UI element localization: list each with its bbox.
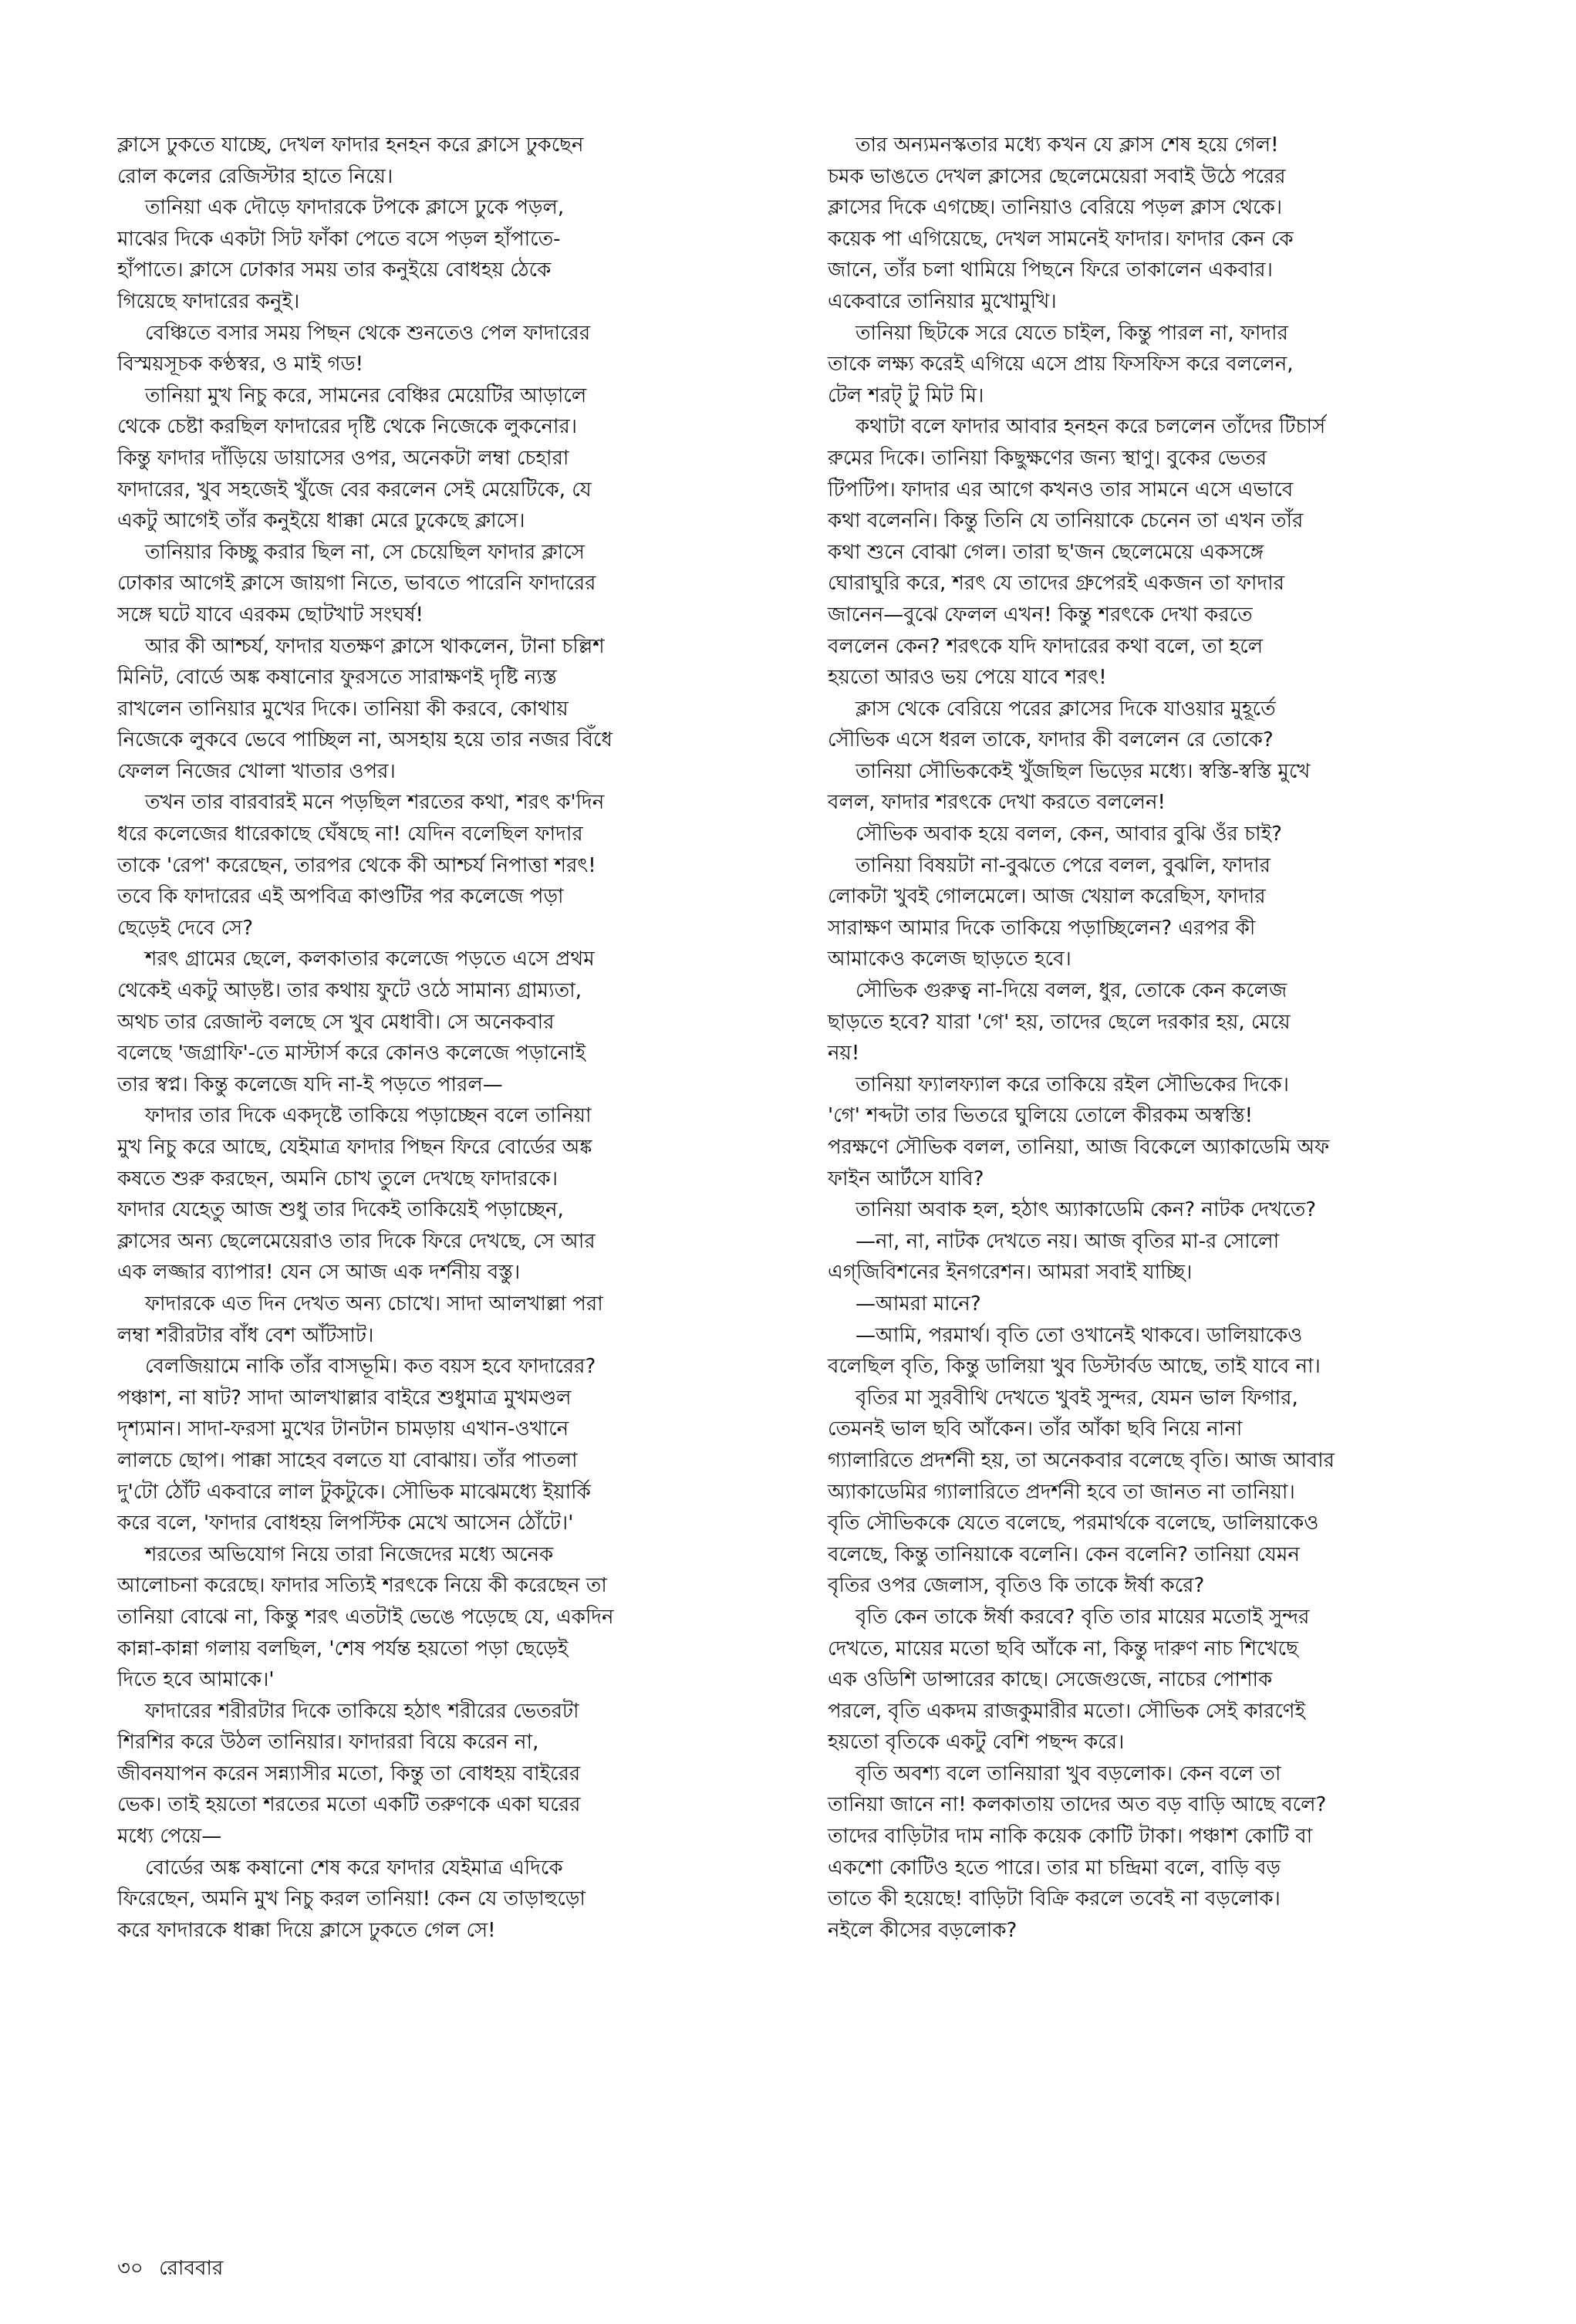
text-line: নিজেকে লুকবে ভেবে পাচ্ছিল না, অসহায় হয়ে তার নজর বিঁধে (117, 728, 613, 752)
text-line: ফাইন আর্টসে যাবি? (828, 1167, 984, 1191)
text-line: কান্না-কান্না গলায় বলছিল, 'শেষ পর্যন্ত হয়তো পড়া ছেড়েই (117, 1637, 569, 1660)
paragraph (828, 318, 1491, 412)
text-line: পরক্ষণে সৌভিক বলল, তানিয়া, আজ বিকেলে অ্যাকাডেমি অফ (828, 1136, 1330, 1159)
text-line: ধরে কলেজের ধারেকাছে ঘেঁষছে না! যেদিন বলেছিল ফাদার (117, 823, 583, 846)
text-line: ছেড়েই দেবে সে? (117, 916, 254, 940)
text-line: তাকে লক্ষ্য করেই এগিয়ে এসে প্রায় ফিসফিস করে বললেন, (828, 353, 1294, 377)
text-line: নয়! (828, 1042, 860, 1066)
text-line: এক ওডিশি ডান্সারের কাছে। সেজেগুজে, নাচের পোশাক (828, 1668, 1273, 1692)
text-line: কথা শুনে বোঝা গেল। তারা ছ'জন ছেলেমেয়ে একসঙ্গে (828, 540, 1264, 564)
text-line: বলল, ফাদার শরৎকে দেখা করতে বললেন! (828, 791, 1166, 815)
text-line: কথা বলেননি। কিন্তু তিনি যে তানিয়াকে চেনেন তা এখন তাঁর (828, 509, 1304, 533)
text-line: মাঝের দিকে একটা সিট ফাঁকা পেতে বসে পড়ল হাঁপাতে- (117, 227, 561, 251)
text-line: —না, না, নাটক দেখতে নয়। আজ বৃতির মা-র সোলো (855, 1229, 1280, 1253)
paragraph (828, 819, 1491, 850)
text-line: গিয়েছে ফাদারের কনুই। (117, 289, 300, 313)
text-line: তানিয়া বোঝে না, কিন্তু শরৎ এতটাই ভেঙে পড়েছে যে, একদিন (117, 1605, 614, 1629)
text-line: হয়তো আরও ভয় পেয়ে যাবে শরৎ! (828, 666, 1107, 690)
text-line: বেলজিয়ামে নাকি তাঁর বাসভূমি। কত বয়স হবে ফাদারের? (145, 1355, 596, 1379)
text-line: ক্লাসের দিকে এগচ্ছে। তানিয়াও বেরিয়ে পড়ল ক্লাস থেকে। (828, 196, 1283, 220)
paragraph (117, 380, 781, 537)
paragraph (117, 787, 781, 944)
text-line: ফাদারের শরীরটার দিকে তাকিয়ে হঠাৎ শরীরের ভেতরটা (145, 1699, 579, 1723)
paragraph (117, 1853, 781, 1947)
text-line: একেবারে তানিয়ার মুখোমুখি। (828, 289, 1057, 313)
text-line: বৃতির মা সুরবীথি দেখতে খুবই সুন্দর, যেমন ভাল ফিগার, (855, 1386, 1298, 1410)
text-line: এগ্‌জিবিশনের ইনগরেশন। আমরা সবাই যাচ্ছি। (828, 1261, 1193, 1285)
text-line: 'গে' শব্দটা তার ভিতরে ঘুলিয়ে তোলে কীরকম অস্বস্তি! (828, 1104, 1254, 1128)
text-line: তানিয়া বিষয়টা না-বুঝতে পেরে বলল, বুঝলি, ফাদার (855, 853, 1271, 877)
text-line: তবে কি ফাদারের এই অপবিত্র কাণ্ডটির পর কলেজে পড়া (117, 885, 564, 909)
text-line: হাঁপাতে। ক্লাসে ঢোকার সময় তার কনুইয়ে বোধহয় ঠেকে (117, 258, 552, 282)
text-line: আর কী আশ্চর্য, ফাদার যতক্ষণ ক্লাসে থাকলেন, টানা চল্লিশ (145, 634, 605, 658)
paragraph (828, 694, 1491, 756)
paragraph (828, 975, 1491, 1069)
text-line: করে বলে, 'ফাদার বোধহয় লিপস্টিক মেখে আসেন ঠোঁটে।' (117, 1512, 574, 1535)
paragraph (117, 1100, 781, 1289)
paragraph (117, 1539, 781, 1696)
paragraph (117, 944, 781, 1100)
text-line: কিন্তু ফাদার দাঁড়িয়ে ডায়াসের ওপর, অনেকটা লম্বা চেহারা (117, 446, 569, 470)
paragraph (828, 1383, 1491, 1602)
paragraph (117, 1351, 781, 1539)
paragraph (828, 1320, 1491, 1383)
text-line: আমাকেও কলেজ ছাড়তে হবে। (828, 948, 1071, 971)
text-line: তাদের বাড়িটার দাম নাকি কয়েক কোটি টাকা। পঞ্চাশ কোটি বা (828, 1825, 1313, 1849)
paragraph (117, 1289, 781, 1351)
text-line: তানিয়া এক দৌড়ে ফাদারকে টপকে ক্লাসে ঢুকে পড়ল, (145, 196, 565, 220)
text-line: সৌভিক গুরুত্ব না-দিয়ে বলল, ধুর, তোকে কেন কলেজ (855, 979, 1287, 1003)
text-line: জীবনযাপন করেন সন্ন্যাসীর মতো, কিন্তু তা বোধহয় বাইরের (117, 1762, 581, 1785)
text-line: তার স্বপ্ন। কিন্তু কলেজে যদি না-ই পড়তে পারল— (117, 1072, 503, 1096)
text-line: একশো কোটিও হতে পারে। তার মা চন্দ্রিমা বলে, বাড়ি বড় (828, 1856, 1281, 1880)
paragraph (828, 756, 1491, 819)
text-line: ঘোরাঘুরি করে, শরৎ যে তাদের গ্রুপেরই একজন তা ফাদার (828, 572, 1284, 596)
text-line: তাতে কী হয়েছে! বাড়িটা বিক্রি করলে তবেই না বড়লোক। (828, 1887, 1281, 1911)
text-line: শরতের অভিযোগ নিয়ে তারা নিজেদের মধ্যে অনেক (145, 1542, 554, 1566)
text-line: নইলে কীসের বড়লোক? (828, 1918, 1017, 1942)
text-line: দৃশ্যমান। সাদা-ফরসা মুখের টানটান চামড়ায় এখান-ওখানে (117, 1417, 569, 1441)
text-line: রোল কলের রেজিস্টার হাতে নিয়ে। (117, 164, 393, 188)
text-line: বলেছে 'জগ্রাফি'-তে মাস্টার্স করে কোনও কলেজে পড়ানোই (117, 1042, 586, 1066)
text-line: তানিয়া মুখ নিচু করে, সামনের বেঞ্চির মেয়েটির আড়ালে (145, 383, 587, 407)
text-line: করে ফাদারকে ধাক্কা দিয়ে ক্লাসে ঢুকতে গেল সে! (117, 1918, 496, 1942)
text-line: ফাদার যেহেতু আজ শুধু তার দিকেই তাকিয়েই পড়াচ্ছেন, (117, 1198, 564, 1222)
text-line: সঙ্গে ঘটে যাবে এরকম ছোটখাট সংঘর্ষ! (117, 603, 424, 627)
text-line: পরলে, বৃতি একদম রাজকুমারীর মতো। সৌভিক সেই কারণেই (828, 1699, 1306, 1723)
text-line: জানে, তাঁর চলা থামিয়ে পিছনে ফিরে তাকালেন একবার। (828, 258, 1273, 282)
page-number: ৩০ (117, 2257, 143, 2280)
text-line: মিনিট, বোর্ডে অঙ্ক কষানোর ফুরসতে সারাক্ষণই দৃষ্টি ন্যস্ত (117, 666, 557, 690)
text-line: শরৎ গ্রামের ছেলে, কলকাতার কলেজে পড়তে এসে প্রথম (145, 948, 595, 971)
text-line: তানিয়া ছিটকে সরে যেতে চাইল, কিন্তু পারল না, ফাদার (855, 321, 1288, 345)
text-line: অথচ তার রেজাল্ট বলছে সে খুব মেধাবী। সে অনেকবার (117, 1010, 555, 1034)
text-line: বোর্ডের অঙ্ক কষানো শেষ করে ফাদার যেইমাত্র এদিকে (145, 1856, 563, 1880)
text-line: বেঞ্চিতে বসার সময় পিছন থেকে শুনতেও পেল ফাদারের (145, 321, 591, 345)
text-line: বৃতি সৌভিককে যেতে বলেছে, পরমার্থকে বলেছে, ডালিয়াকেও (828, 1512, 1319, 1535)
right-text-column (828, 130, 1491, 1946)
text-line: বৃতির ওপর জেলাস, বৃতিও কি তাকে ঈর্ষা করে? (828, 1574, 1205, 1598)
text-line: —আমরা মানে? (855, 1292, 981, 1316)
text-line: —আমি, পরমার্থ। বৃতি তো ওখানেই থাকবে। ডালিয়াকেও (855, 1323, 1303, 1347)
text-line: ফাদারের, খুব সহজেই খুঁজে বের করলেন সেই মেয়েটিকে, যে (117, 478, 592, 502)
text-line: ক্লাসে ঢুকতে যাচ্ছে, দেখল ফাদার হনহন করে ক্লাসে ঢুকছেন (117, 133, 584, 157)
text-line: ক্লাস থেকে বেরিয়ে পরের ক্লাসের দিকে যাওয়ার মুহূর্তে (855, 697, 1276, 721)
text-line: তাকে 'রেপ' করেছেন, তারপর থেকে কী আশ্চর্য নিপাত্তা শরৎ! (117, 853, 596, 877)
text-line: অ্যাকাডেমির গ্যালারিতে প্রদর্শনী হবে তা জানত না তানিয়া। (828, 1480, 1295, 1504)
paragraph (828, 1069, 1491, 1194)
text-line: সৌভিক এসে ধরল তাকে, ফাদার কী বললেন রে তোকে? (828, 728, 1274, 752)
text-line: লম্বা শরীরটার বাঁধ বেশ আঁটসাট। (117, 1323, 374, 1347)
paragraph (828, 1602, 1491, 1758)
text-line: জানেন—বুঝে ফেলল এখন! কিন্তু শরৎকে দেখা করতে (828, 603, 1253, 627)
text-line: বলেছে, কিন্তু তানিয়াকে বলেনি। কেন বলেনি? তানিয়া যেমন (828, 1542, 1300, 1566)
text-line: কষতে শুরু করছেন, অমনি চোখ তুলে দেখছে ফাদারকে। (117, 1167, 559, 1191)
paragraph (828, 130, 1491, 318)
text-line: কথাটা বলে ফাদার আবার হনহন করে চললেন তাঁদের টিচার্স (855, 415, 1326, 439)
text-line: গ্যালারিতে প্রদর্শনী হয়, তা অনেকবার বলেছে বৃতি। আজ আবার (828, 1448, 1335, 1472)
text-line: দেখতে, মায়ের মতো ছবি আঁকে না, কিন্তু দারুণ নাচ শিখেছে (828, 1637, 1298, 1660)
text-line: দু'টো ঠোঁট একবারে লাল টুকটুকে। সৌভিক মাঝেমধ্যে ইয়ার্কি (117, 1480, 591, 1504)
text-line: থেকে চেষ্টা করছিল ফাদারের দৃষ্টি থেকে নিজেকে লুকনোর। (117, 415, 578, 439)
text-line: মধ্যে পেয়ে— (117, 1825, 222, 1849)
paragraph (117, 318, 781, 380)
paragraph (117, 631, 781, 788)
text-line: রাখলেন তানিয়ার মুখের দিকে। তানিয়া কী করবে, কোথায় (117, 697, 569, 721)
text-line: তানিয়া ফ্যালফ্যাল করে তাকিয়ে রইল সৌভিকের দিকে। (855, 1072, 1289, 1096)
text-line: ফাদারকে এত দিন দেখত অন্য চোখে। সাদা আলখাল্লা পরা (145, 1292, 603, 1316)
text-line: ফিরেছেন, অমনি মুখ নিচু করল তানিয়া! কেন যে তাড়াহুড়ো (117, 1887, 586, 1911)
left-text-column (117, 130, 781, 1946)
text-line: হয়তো বৃতিকে একটু বেশি পছন্দ করে। (828, 1731, 1125, 1755)
page-footer (117, 2253, 223, 2284)
text-line: শিরশির করে উঠল তানিয়ার। ফাদাররা বিয়ে করেন না, (117, 1731, 539, 1755)
paragraph (828, 1226, 1491, 1289)
text-line: মুখ নিচু করে আছে, যেইমাত্র ফাদার পিছন ফিরে বোর্ডের অঙ্ক (117, 1136, 592, 1159)
paragraph (828, 1194, 1491, 1226)
text-line: তানিয়া সৌভিককেই খুঁজছিল ভিড়ের মধ্যে। স্বস্তি-স্বস্তি মুখে (855, 759, 1311, 783)
text-line: সারাক্ষণ আমার দিকে তাকিয়ে পড়াচ্ছিলেন? এরপর কী (828, 916, 1256, 940)
paragraph (828, 411, 1491, 693)
text-line: তানিয়া জানে না! কলকাতায় তাদের অত বড় বাড়ি আছে বলে? (828, 1793, 1327, 1817)
text-line: এক লজ্জার ব্যাপার! যেন সে আজ এক দর্শনীয় বস্তু। (117, 1261, 521, 1285)
text-line: ক্লাসের অন্য ছেলেমেয়েরাও তার দিকে ফিরে দেখছে, সে আর (117, 1229, 596, 1253)
text-line: ভেক। তাই হয়তো শরতের মতো একটি তরুণকে একা ঘরের (117, 1793, 581, 1817)
paragraph (117, 192, 781, 317)
text-line: টিপটিপ। ফাদার এর আগে কখনও তার সামনে এসে এভাবে (828, 478, 1294, 502)
paragraph (828, 1758, 1491, 1947)
text-line: আলোচনা করেছে। ফাদার সত্যিই শরৎকে নিয়ে কী করেছেন তা (117, 1574, 607, 1598)
text-line: তার অন্যমনস্কতার মধ্যে কখন যে ক্লাস শেষ হয়ে গেল! (855, 133, 1279, 157)
text-line: চমক ভাঙতে দেখল ক্লাসের ছেলেমেয়েরা সবাই উঠে পরের (828, 164, 1286, 188)
paragraph (117, 1696, 781, 1853)
text-line: তানিয়ার কিচ্ছু করার ছিল না, সে চেয়েছিল ফাদার ক্লাসে (145, 540, 585, 564)
text-line: কয়েক পা এগিয়েছে, দেখল সামনেই ফাদার। ফাদার কেন কে (828, 227, 1294, 251)
text-line: রুমের দিকে। তানিয়া কিছুক্ষণের জন্য স্থাণু। বুকের ভেতর (828, 446, 1267, 470)
text-line: লালচে ছোপ। পাক্কা সাহেব বলতে যা বোঝায়। তাঁর পাতলা (117, 1448, 578, 1472)
text-line: বৃতি কেন তাকে ঈর্ষা করবে? বৃতি তার মায়ের মতোই সুন্দর (855, 1605, 1310, 1629)
text-line: লোকটা খুবই গোলমেলে। আজ খেয়াল করেছিস, ফাদার (828, 885, 1266, 909)
text-line: তেমনই ভাল ছবি আঁকেন। তাঁর আঁকা ছবি নিয়ে নানা (828, 1417, 1243, 1441)
text-line: ছাড়তে হবে? যারা 'গে' হয়, তাদের ছেলে দরকার হয়, মেয়ে (828, 1010, 1291, 1034)
text-line: ফাদার তার দিকে একদৃষ্টে তাকিয়ে পড়াচ্ছেন বলে তানিয়া (145, 1104, 592, 1128)
text-line: তানিয়া অবাক হল, হঠাৎ অ্যাকাডেমি কেন? নাটক দেখতে? (855, 1198, 1317, 1222)
text-line: বৃতি অবশ্য বলে তানিয়ারা খুব বড়লোক। কেন বলে তা (855, 1762, 1281, 1785)
paragraph (117, 130, 781, 192)
text-line: ঢোকার আগেই ক্লাসে জায়গা নিতে, ভাবতে পারেনি ফাদারের (117, 572, 596, 596)
text-line: বললেন কেন? শরৎকে যদি ফাদারের কথা বলে, তা হলে (828, 634, 1264, 658)
text-line: তখন তার বারবারই মনে পড়ছিল শরতের কথা, শরৎ ক'দিন (145, 791, 605, 815)
magazine-name: রোববার (159, 2257, 224, 2280)
text-line: ফেলল নিজের খোলা খাতার ওপর। (117, 759, 396, 783)
text-line: সৌভিক অবাক হয়ে বলল, কেন, আবার বুঝি ওঁর চাই? (855, 823, 1282, 846)
paragraph (828, 850, 1491, 975)
paragraph (117, 537, 781, 631)
text-line: বিস্ময়সূচক কণ্ঠস্বর, ও মাই গড! (117, 353, 364, 377)
text-line: বলেছিল বৃতি, কিন্তু ডালিয়া খুব ডিস্টার্বড আছে, তাই যাবে না। (828, 1355, 1321, 1379)
text-line: থেকেই একটু আড়ষ্ট। তার কথায় ফুটে ওঠে সামান্য গ্রাম্যতা, (117, 979, 582, 1003)
paragraph (828, 1289, 1491, 1320)
text-line: টেল শরট্ টু মিট মি। (828, 383, 984, 407)
text-line: দিতে হবে আমাকে।' (117, 1668, 275, 1692)
text-line: পঞ্চাশ, না ষাট? সাদা আলখাল্লার বাইরে শুধুমাত্র মুখমণ্ডল (117, 1386, 572, 1410)
text-line: একটু আগেই তাঁর কনুইয়ে ধাক্কা মেরে ঢুকেছে ক্লাসে। (117, 509, 525, 533)
